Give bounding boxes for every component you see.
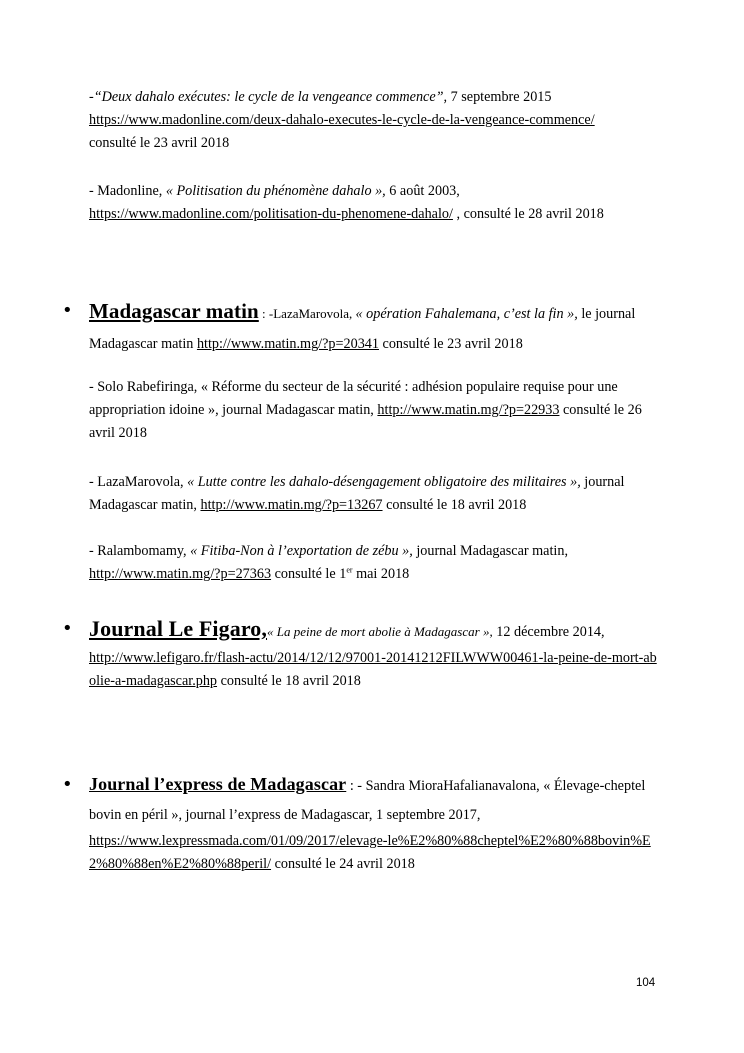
ref-title: « La peine de mort abolie à Madagascar », <box>267 624 493 639</box>
ref-prefix: - Ralambomamy, <box>89 543 191 559</box>
page-number: 104 <box>636 977 656 989</box>
ref-link[interactable]: http://www.matin.mg/?p=20341 <box>196 336 379 352</box>
ref-date: 12 décembre 2014, <box>492 624 605 640</box>
ref-consulted: consulté le 23 avril 2018 <box>89 135 230 151</box>
ref-title: « opération Fahalemana, c’est la fin », <box>355 306 578 322</box>
section-heading: Madagascar matin <box>89 299 259 323</box>
ref-consulted-month: mai 2018 <box>352 566 410 582</box>
bullet-icon: • <box>62 300 73 321</box>
ref-date: 6 août 2003, <box>385 183 460 199</box>
reference-madonline-2 <box>89 180 659 226</box>
reference-matin-2 <box>89 376 659 445</box>
ref-prefix: : - <box>346 778 366 794</box>
ref-title: “Deux dahalo exécutes: le cycle de la vengeance commence”, <box>93 89 448 105</box>
section-madagascar-matin <box>89 296 659 359</box>
ref-prefix: - Madonline, <box>89 183 166 199</box>
ref-title: « Lutte contre les dahalo-désengagement obligatoire des militaires », <box>187 474 581 490</box>
ref-date: 7 septembre 2015 <box>447 89 552 105</box>
ref-link-block <box>89 830 659 876</box>
ref-link[interactable]: https://www.madonline.com/deux-dahalo-executes-le-cycle-de-la-vengeance-commence/ <box>89 112 595 128</box>
section-heading: Journal Le Figaro, <box>89 616 268 641</box>
ref-link[interactable]: http://www.matin.mg/?p=27363 <box>89 566 272 582</box>
reference-matin-4 <box>89 540 659 586</box>
bullet-icon: • <box>62 774 73 795</box>
ref-consulted: , consulté le 28 avril 2018 <box>452 206 604 222</box>
ref-source: le journal Madagascar matin <box>89 306 636 352</box>
ref-link-block <box>89 647 659 693</box>
section-lexpress <box>89 770 659 876</box>
ref-title: « Fitiba-Non à l’exportation de zébu », <box>190 543 413 559</box>
ref-title: « Politisation du phénomène dahalo », <box>165 183 386 199</box>
reference-matin-3 <box>89 471 659 517</box>
ref-consulted: consulté le 1 <box>271 566 347 582</box>
ref-text: - Solo Rabefiringa, « Réforme du secteur de la sécurité : adhésion populaire requise pour une appropriation idoine », journal Madagascar matin, <box>89 379 618 418</box>
ref-link[interactable]: http://www.matin.mg/?p=22933 <box>377 402 560 418</box>
reference-madonline-1 <box>89 86 659 155</box>
ref-consulted: consulté le 24 avril 2018 <box>271 856 415 872</box>
bullet-icon: • <box>62 618 73 639</box>
ref-consulted: consulté le 23 avril 2018 <box>378 336 523 352</box>
ref-source: journal Madagascar matin, <box>89 474 625 513</box>
ref-prefix: - <box>89 89 94 105</box>
ref-consulted: consulté le 18 avril 2018 <box>382 497 527 513</box>
ref-link[interactable]: https://www.lexpressmada.com/01/09/2017/elevage-le%E2%80%88cheptel%E2%80%88bovin%E2%80%88en%E2%80%88peril/ <box>89 833 651 872</box>
ordinal-superscript: er <box>346 565 353 575</box>
ref-prefix: : -LazaMarovola, <box>258 306 356 321</box>
section-heading: Journal l’express de Madagascar <box>89 774 347 794</box>
ref-source: journal Madagascar matin, <box>412 543 568 559</box>
ref-consulted: consulté le 26 avril 2018 <box>89 402 642 441</box>
ref-text: Sandra MioraHafalianavalona, « Élevage-cheptel bovin en péril », journal l’express de Madagascar, 1 septembre 2017, <box>89 778 646 823</box>
ref-link[interactable]: http://www.lefigaro.fr/flash-actu/2014/12/12/97001-20141212FILWWW00461-la-peine-de-mort-abolie-a-madagascar.php <box>89 650 657 689</box>
ref-link[interactable]: https://www.madonline.com/politisation-du-phenomene-dahalo/ <box>89 206 453 222</box>
ref-consulted: consulté le 18 avril 2018 <box>217 673 361 689</box>
section-le-figaro <box>89 614 659 693</box>
ref-link[interactable]: http://www.matin.mg/?p=13267 <box>200 497 383 513</box>
ref-prefix: - LazaMarovola, <box>89 474 188 490</box>
